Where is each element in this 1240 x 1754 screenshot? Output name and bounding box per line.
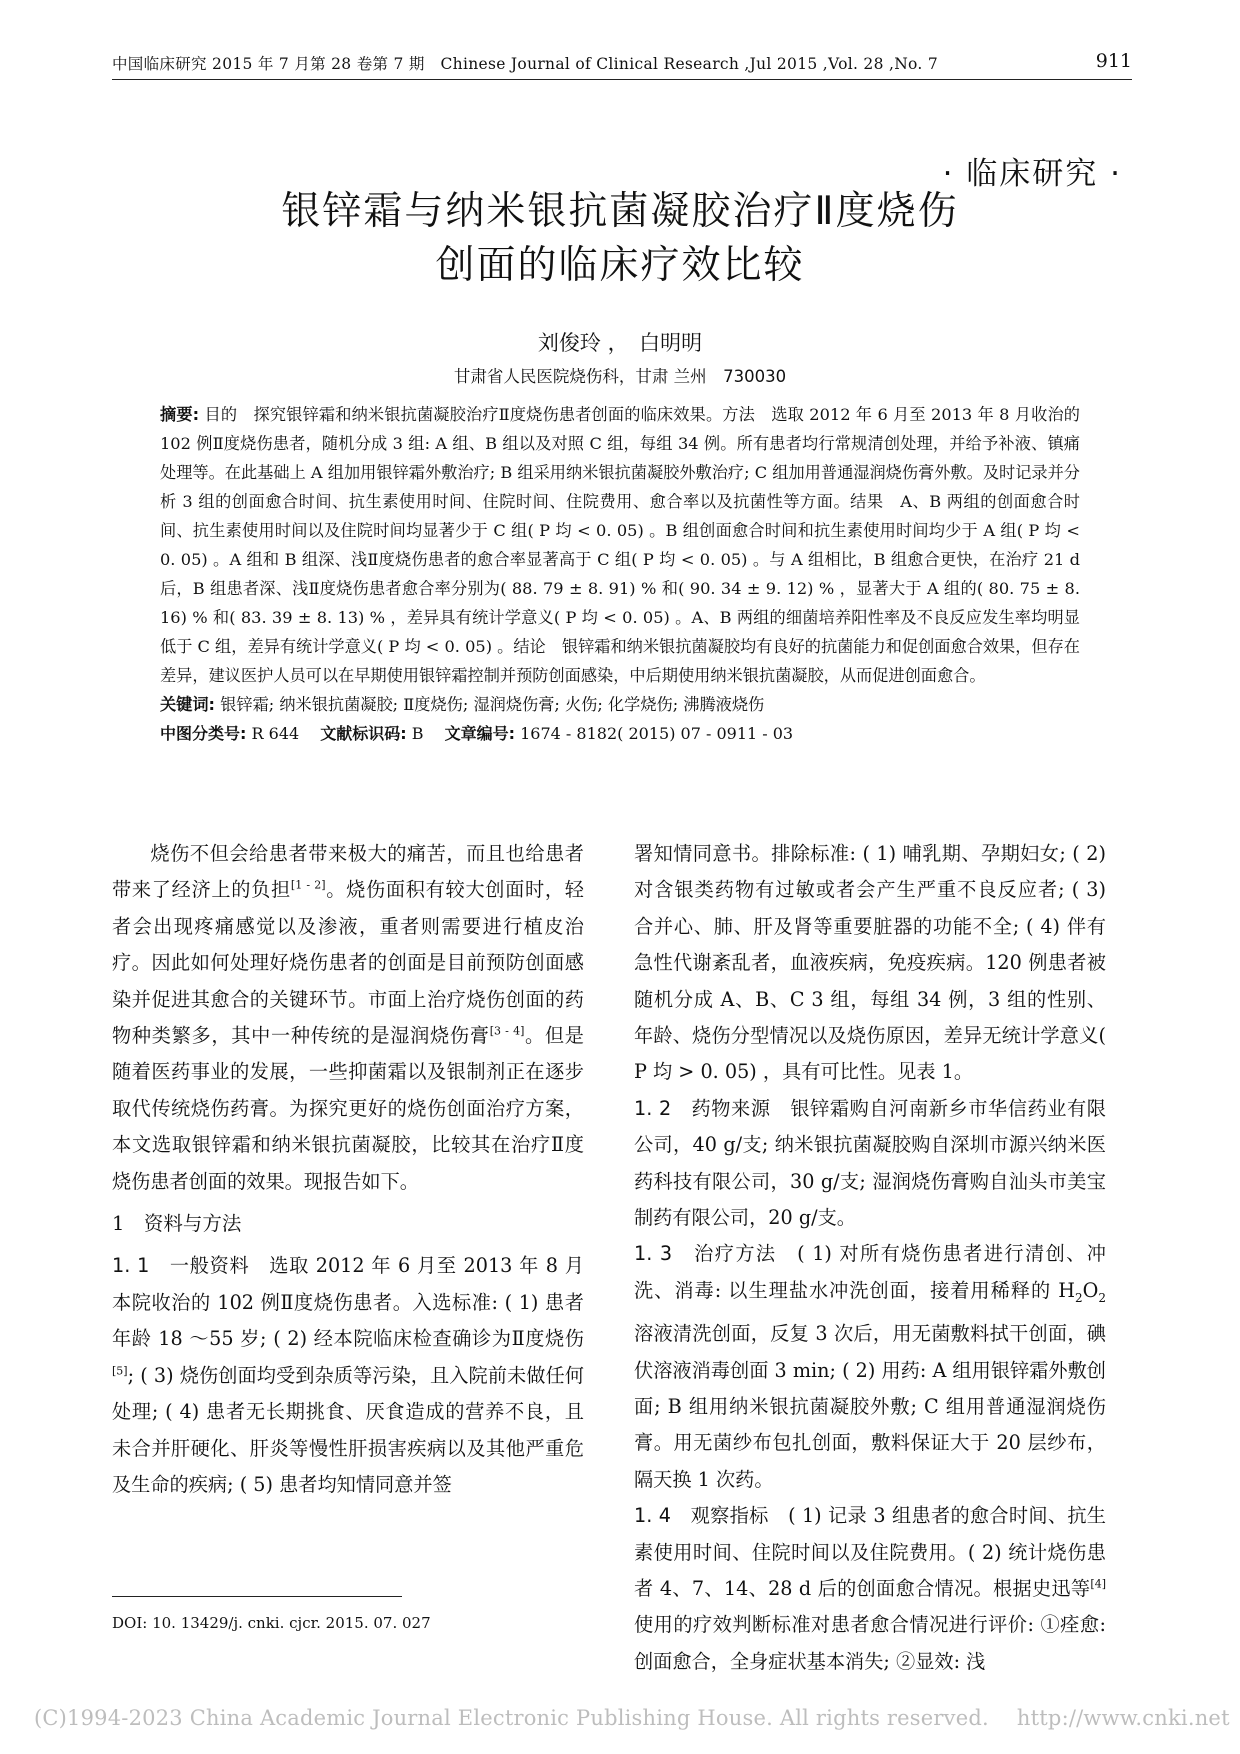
subscript: 2 [1074, 1290, 1083, 1305]
header-rule [112, 79, 1132, 80]
section-heading: 1 资料与方法 [112, 1212, 242, 1236]
abstract-text: 目的 探究银锌霜和纳米银抗菌凝胶治疗Ⅱ度烧伤患者创面的临床效果。方法 选取 2012 年 6 月至 2013 年 8 月收治的 102 例Ⅱ度烧伤患者，随机分成 3 组: A 组、B 组以及对照 C 组，每组 34 例。所有患者均行常规清创处理，并给予补液、镇痛处理等。在此基础上 A 组加用银锌霜外敷治疗; B 组采用纳米银抗菌凝胶外敷治疗; C 组加用普通湿润烧伤膏外敷。及时记录并分析 3 组的创面愈合时间、抗生素使用时间、住院时间、住院费用、愈合率以及抗菌性等方面。结果 A、B 两组的创面愈合时间、抗生素使用时间以及住院时间均显著少于 C 组( P 均 < 0. 05) 。B 组创面愈合时间和抗生素使用时间均少于 A 组( P 均 < 0. 05) 。A 组和 B 组深、浅Ⅱ度烧伤患者的愈合率显著高于 C 组( P 均 < 0. 05) 。与 A 组相比，B 组愈合更快，在治疗 21 d 后，B 组患者深、浅Ⅱ度烧伤患者愈合率分别为( 88. 79 ± 8. 91) % 和( 90. 34 ± 9. 12) % ，显著大于 A 组的( 80. 75 ± 8. 16) % 和( 83. 39 ± 8. 13) % ，差异具有统计学意义( P 均 < 0. 05) 。A、B 两组的细菌培养阳性率及不良反应发生率均明显低于 C 组，差异有统计学意义( P 均 < 0. 05) 。结论 银锌霜和纳米银抗菌凝胶均有良好的抗菌能力和促创面愈合效果，但存在差异，建议医护人员可以在早期使用银锌霜控制并预防创面感染，中后期使用纳米银抗菌凝胶，从而促进创面愈合。 [160, 405, 1080, 685]
s13-text-3: 溶液清洗创面，反复 3 次后，用无菌敷料拭干创面，碘伏溶液消毒创面 3 min; ( 2) 用药: A 组用银锌霜外敷创面; B 组用纳米银抗菌凝胶外敷; C 组用普通湿润烧伤膏。用无菌纱布包扎创面，敷料保证大于 20 层纱布，隔天换 1 次药。 [634, 1322, 1106, 1491]
section-1-3 [634, 1236, 1106, 1498]
citation: [1 - 2] [290, 879, 326, 893]
affiliation: 甘肃省人民医院烧伤科，甘肃 兰州 730030 [453, 367, 787, 386]
page-number: 911 [1095, 50, 1132, 72]
body-column-left [112, 836, 584, 1503]
s12-text: 银锌霜购自河南新乡市华信药业有限公司，40 g/支; 纳米银抗菌凝胶购自深圳市源兴纳米医药科技有限公司，30 g/支; 湿润烧伤膏购自汕头市美宝制药有限公司，20 g/支。 [634, 1096, 1106, 1230]
clc-value: R 644 [251, 724, 300, 743]
body-column-right [634, 836, 1106, 1680]
intro-paragraph [112, 836, 584, 1200]
subsection-label: 1. 1 一般资料 [112, 1254, 250, 1278]
citation: [5] [112, 1364, 128, 1378]
clc-label: 中图分类号: [160, 724, 247, 743]
classification-line [160, 719, 1080, 748]
section-1-2 [634, 1091, 1106, 1237]
article-no-label: 文章编号: [444, 724, 516, 743]
s14-text-1: ( 1) 记录 3 组患者的愈合时间、抗生素使用时间、住院时间以及住院费用。( 2) 统计烧伤患者 4、7、14、28 d 后的创面愈合情况。根据史迅等 [634, 1504, 1106, 1600]
journal-header: 中国临床研究 2015 年 7 月第 28 卷第 7 期 Chinese Journal of Clinical Research ,Jul 2015 ,Vol. 28 ,No. 7 [112, 55, 939, 73]
citation: [3 - 4] [489, 1024, 525, 1038]
authors: 刘俊玲 ， 白明明 [537, 331, 703, 355]
article-title-line-1: 银锌霜与纳米银抗菌凝胶治疗Ⅱ度烧伤 [281, 189, 959, 234]
intro-text-3: 。但是随着医药事业的发展，一些抑菌霜以及银制剂正在逐步取代传统烧伤药膏。为探究更好的烧伤创面治疗方案，本文选取银锌霜和纳米银抗菌凝胶，比较其在治疗Ⅱ度烧伤患者创面的效果。现报告如下。 [112, 1024, 584, 1193]
continued-paragraph: 署知情同意书。排除标准: ( 1) 哺乳期、孕期妇女; ( 2) 对含银类药物有过敏或者会产生严重不良反应者; ( 3) 合并心、肺、肝及肾等重要脏器的功能不全; ( 4) 伴有急性代谢紊乱者，血液疾病，免疫疾病。120 例患者被随机分成 A、B、C 3 组，每组 34 例，3 组的性别、年龄、烧伤分型情况以及烧伤原因，差异无统计学意义( P 均 > 0. 05) ，具有可比性。见表 1。 [634, 842, 1106, 1084]
s13-text-2: O [1082, 1278, 1099, 1302]
doi: DOI: 10. 13429/j. cnki. cjcr. 2015. 07. 027 [112, 1614, 431, 1632]
copyright-watermark: (C)1994-2023 China Academic Journal Electronic Publishing House. All rights reserved. http://www.cnki.net [34, 1706, 1230, 1730]
intro-text-1: 烧伤不但会给患者带来极大的痛苦，而且也给患者带来了经济上的负担 [112, 842, 584, 902]
s14-text-2: 使用的疗效判断标准对患者愈合情况进行评价: ①痊愈: 创面愈合，全身症状基本消失; ②显效: 浅 [634, 1613, 1106, 1673]
section-1-1 [112, 1248, 584, 1503]
subsection-label: 1. 2 药物来源 [634, 1096, 771, 1120]
s11-text-1: 选取 2012 年 6 月至 2013 年 8 月本院收治的 102 例Ⅱ度烧伤患者。入选标准: ( 1) 患者年龄 18 ～55 岁; ( 2) 经本院临床检查确诊为Ⅱ度烧伤 [112, 1254, 584, 1351]
subscript: 2 [1098, 1290, 1106, 1305]
s11-text-2: ; ( 3) 烧伤创面均受到杂质等污染，且入院前未做任何处理; ( 4) 患者无长期挑食、厌食造成的营养不良，且未合并肝硬化、肝炎等慢性肝损害疾病以及其他严重危及生命的疾病; ( 5) 患者均知情同意并签 [112, 1363, 584, 1496]
section-1-4 [634, 1498, 1106, 1680]
citation: [4] [1090, 1577, 1106, 1591]
keywords-line [160, 690, 1080, 719]
doc-code-label: 文献标识码: [320, 724, 407, 743]
s13-text-1: ( 1) 对所有烧伤患者进行清创、冲洗、消毒: 以生理盐水冲洗创面，接着用稀释的 H [634, 1242, 1106, 1302]
article-title-line-2: 创面的临床疗效比较 [435, 243, 805, 288]
article-no-value: 1674 - 8182( 2015) 07 - 0911 - 03 [520, 724, 794, 743]
intro-text-2: 。烧伤面积有较大创面时，轻者会出现疼痛感觉以及渗液，重者则需要进行植皮治疗。因此如何处理好烧伤患者的创面是目前预防创面感染并促进其愈合的关键环节。市面上治疗烧伤创面的药物种类繁多，其中一种传统的是湿润烧伤膏 [112, 878, 584, 1048]
abstract-body [160, 400, 1080, 690]
doc-code-value: B [411, 724, 424, 743]
subsection-label: 1. 3 治疗方法 [634, 1242, 777, 1266]
section-tag: · 临床研究 · [942, 156, 1122, 192]
keywords-label: 关键词: [160, 695, 216, 714]
abstract [160, 400, 1080, 748]
footnote-rule [112, 1596, 402, 1597]
subsection-label: 1. 4 观察指标 [634, 1504, 769, 1528]
abstract-label: 摘要: [160, 405, 200, 424]
keywords: 银锌霜; 纳米银抗菌凝胶; Ⅱ度烧伤; 湿润烧伤膏; 火伤; 化学烧伤; 沸腾液烧伤 [220, 695, 765, 714]
